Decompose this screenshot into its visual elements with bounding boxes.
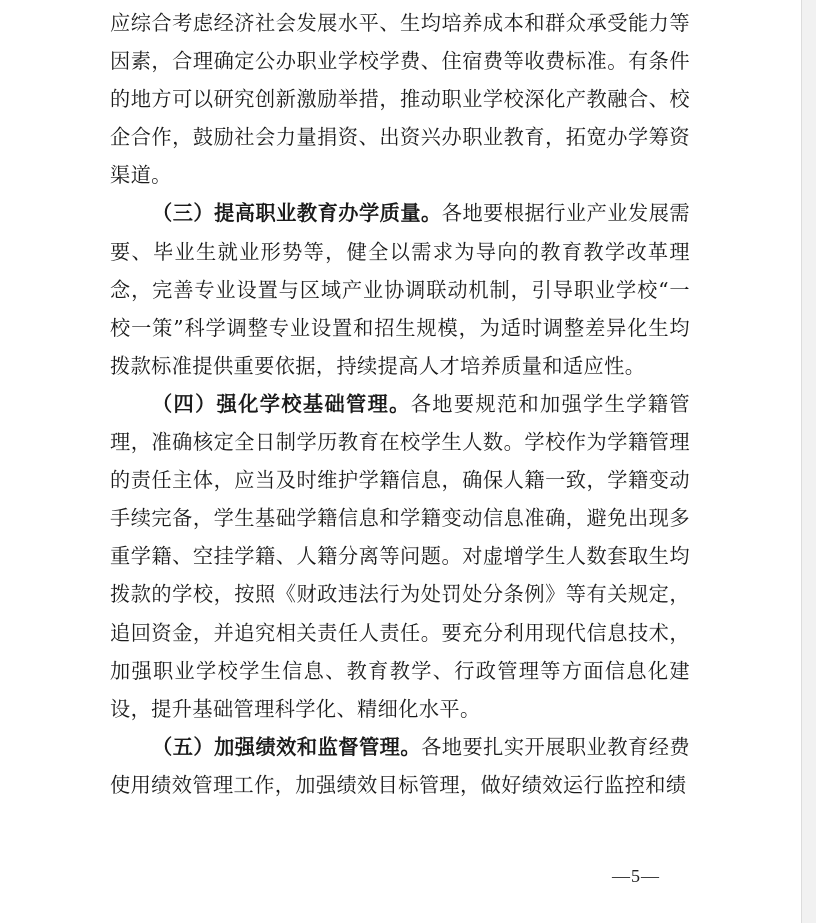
section-3-heading: （三）提高职业教育办学质量。 [152, 201, 442, 226]
page-number: —5— [612, 866, 660, 886]
document-body [110, 4, 690, 804]
section-5-heading: （五）加强绩效和监督管理。 [152, 734, 422, 759]
page-edge [801, 0, 816, 923]
section-4-text: 各地要规范和加强学生学籍管理，准确核定全日制学历教育在校学生人数。学校作为学籍管理的责任主体，应当及时维护学籍信息，确保人籍一致，学籍变动手续完备，学生基础学籍信息和学籍变动信息准确，避免出现多重学籍、空挂学籍、人籍分离等问题。对虚增学生人数套取生均拨款的学校，按照《财政违法行为处罚处分条例》等有关规定，追回资金，并追究相关责任人责任。要充分利用现代信息技术，加强职业学校学生信息、教育教学、行政管理等方面信息化建设，提升基础管理科学化、精细化水平。 [110, 391, 690, 721]
paragraph-text: 应综合考虑经济社会发展水平、生均培养成本和群众承受能力等因素，合理确定公办职业学校学费、住宿费等收费标准。有条件的地方可以研究创新激励举措，推动职业学校深化产教融合、校企合作，鼓励社会力量捐资、出资兴办职业教育，拓宽办学筹资渠道。 [110, 11, 690, 188]
section-3-text: 各地要根据行业产业发展需要、毕业生就业形势等，健全以需求为导向的教育教学改革理念，完善专业设置与区域产业协调联动机制，引导职业学校“一校一策”科学调整专业设置和招生规模，为适时调整差异化生均拨款标准提供重要依据，持续提高人才培养质量和适应性。 [110, 201, 690, 378]
paragraph-section-3 [110, 194, 690, 384]
paragraph-continuation [110, 4, 690, 194]
section-4-heading: （四）强化学校基础管理。 [152, 391, 411, 416]
paragraph-section-5 [110, 728, 690, 804]
paragraph-section-4 [110, 385, 690, 728]
section-5-text: 各地要扎实开展职业教育经费使用绩效管理工作，加强绩效目标管理，做好绩效运行监控和绩 [110, 734, 691, 797]
